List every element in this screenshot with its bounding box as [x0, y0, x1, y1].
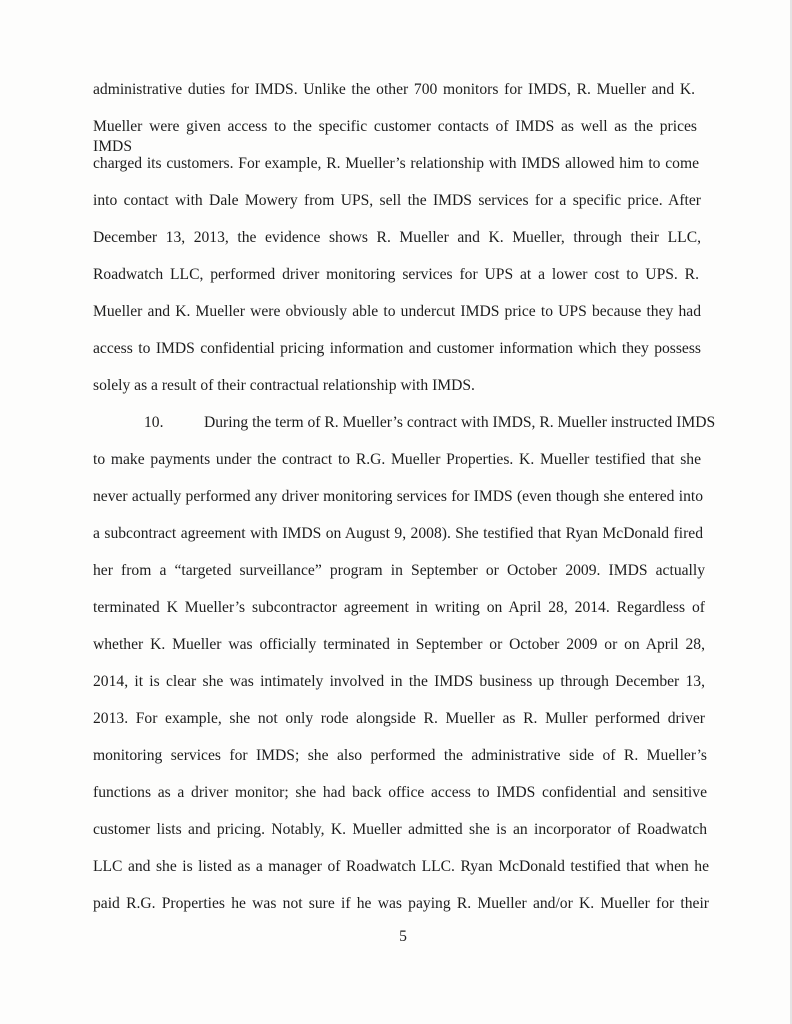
text-line-14: her from a “targeted surveillance” program in September or October 2009. IMDS actually	[93, 562, 705, 579]
text-line-18: 2013. For example, she not only rode alongside R. Mueller as R. Muller performed driver	[93, 710, 705, 727]
text-line-7: Mueller and K. Mueller were obviously able to undercut IMDS price to UPS because they had	[93, 303, 701, 320]
text-line-4: into contact with Dale Mowery from UPS, sell the IMDS services for a specific price. After	[93, 192, 701, 209]
text-line-5: December 13, 2013, the evidence shows R. Mueller and K. Mueller, through their LLC,	[93, 229, 701, 246]
paragraph-10-first-line	[144, 413, 716, 433]
paragraph-number: 10.	[144, 414, 164, 431]
text-line-20: functions as a driver monitor; she had back office access to IMDS confidential and sensitive	[93, 784, 707, 801]
text-line-8: access to IMDS confidential pricing information and customer information which they possess	[93, 340, 701, 357]
text-line-21: customer lists and pricing. Notably, K. Mueller admitted she is an incorporator of Roadwatch	[93, 821, 707, 838]
text-line-16: whether K. Mueller was officially terminated in September or October 2009 or on April 28,	[93, 636, 705, 653]
text-line-13: a subcontract agreement with IMDS on August 9, 2008). She testified that Ryan McDonald fired	[93, 525, 703, 542]
page-number: 5	[399, 928, 407, 945]
text-line-19: monitoring services for IMDS; she also performed the administrative side of R. Mueller’s	[93, 747, 707, 764]
text-line-15: terminated K Mueller’s subcontractor agreement in writing on April 28, 2014. Regardless of	[93, 599, 705, 616]
text-line-2: Mueller were given access to the specific customer contacts of IMDS as well as the prices IMDS	[93, 118, 697, 155]
text-line-22: LLC and she is listed as a manager of Roadwatch LLC. Ryan McDonald testified that when he	[93, 858, 709, 875]
text-line-23: paid R.G. Properties he was not sure if he was paying R. Mueller and/or K. Mueller for their	[93, 895, 709, 912]
text-line-6: Roadwatch LLC, performed driver monitoring services for UPS at a lower cost to UPS. R.	[93, 266, 699, 283]
text-line-10: During the term of R. Mueller’s contract with IMDS, R. Mueller instructed IMDS	[204, 414, 716, 431]
text-line-11: to make payments under the contract to R.G. Mueller Properties. K. Mueller testified that she	[93, 451, 701, 468]
text-line-1: administrative duties for IMDS. Unlike the other 700 monitors for IMDS, R. Mueller and K.	[93, 81, 695, 98]
text-line-17: 2014, it is clear she was intimately involved in the IMDS business up through December 13,	[93, 673, 705, 690]
text-line-3: charged its customers. For example, R. Mueller’s relationship with IMDS allowed him to come	[93, 155, 699, 172]
text-line-12: never actually performed any driver monitoring services for IMDS (even though she entered into	[93, 488, 703, 505]
text-line-9: solely as a result of their contractual relationship with IMDS.	[93, 377, 475, 394]
